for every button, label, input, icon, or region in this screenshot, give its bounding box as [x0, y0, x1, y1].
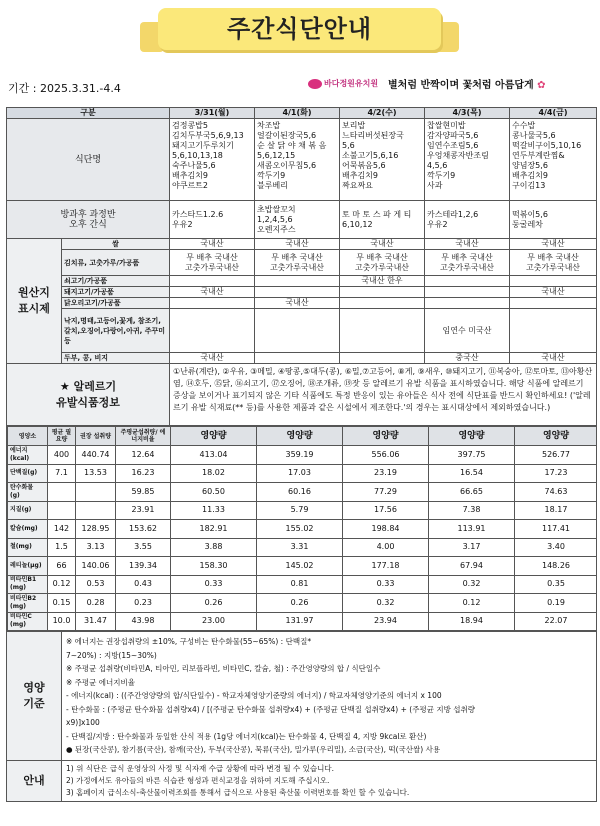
table-row: [8, 520, 597, 539]
nutrient-value: 23.00: [171, 612, 257, 631]
nutrient-value: 0.26: [257, 594, 343, 613]
origin-cell: [425, 239, 510, 250]
cell-line: 영양: [23, 680, 45, 694]
cell-line: 국내산: [370, 239, 394, 248]
nutrient-value: 17.56: [343, 501, 429, 520]
origin-cell: [425, 353, 510, 364]
cell-line: 무 배추 국내산: [271, 252, 323, 262]
nutrient-value: 0.32: [343, 594, 429, 613]
standard-text: [62, 632, 597, 761]
snack-cell: [340, 201, 425, 239]
nutrient-value: 59.85: [116, 483, 171, 502]
nutrient-value: 16.54: [429, 464, 515, 483]
origin-label: [7, 239, 62, 364]
origin-cell: [510, 309, 597, 353]
nutrient-value: 0.12: [48, 575, 76, 594]
nutrient-value: 77.29: [343, 483, 429, 502]
flower-icon: ✿: [537, 80, 546, 91]
standard-line: - 탄수화물 : (주평균 탄수화물 섭취량x4) / [(주평균 탄수화물 섭취량x4) + (주평균 단백질 섭취량x4) + (주평균 지방 섭취량: [66, 704, 475, 714]
cell-line: 5,6: [342, 141, 355, 150]
table-row: [7, 276, 597, 287]
nutrient-value: 0.81: [257, 575, 343, 594]
nutrient-value: 23.91: [116, 501, 171, 520]
cell-line: 우엉채콩자반조림: [427, 151, 489, 160]
standard-line: 7~20%) : 지방(15~30%): [66, 650, 157, 660]
origin-cell: [425, 276, 510, 287]
cell-line: 오렌지주스: [257, 224, 296, 234]
nutrient-value: 11.33: [171, 501, 257, 520]
cell-line: 우유2: [427, 219, 448, 229]
snack-cell: [510, 201, 597, 239]
cell-line: 연두부계란찜&: [512, 151, 565, 160]
cell-line: 표시제: [18, 302, 50, 315]
cell-line: 중국산: [455, 353, 479, 362]
origin-item: 쌀: [62, 239, 170, 250]
cell-line: 검정콩밥5: [172, 121, 209, 130]
notice-text: [62, 760, 597, 801]
nutrient-value: 4.00: [343, 538, 429, 557]
nutrient-name: 칼슘(mg): [8, 520, 48, 539]
nutrient-value: 0.19: [515, 594, 597, 613]
nutrient-value: 16.23: [116, 464, 171, 483]
nutrition-section: [7, 426, 597, 632]
origin-cell: [170, 353, 255, 364]
nutrient-value: 60.16: [257, 483, 343, 502]
snack-cell: [255, 201, 340, 239]
nutrient-value: 148.26: [515, 557, 597, 576]
menu-cell: [170, 119, 255, 201]
origin-cell: [340, 239, 425, 250]
cell-line: 새콤오이무침5,6: [257, 161, 317, 170]
nutrient-value: 198.84: [343, 520, 429, 539]
cell-line: 양념장5,6: [512, 161, 548, 170]
origin-cell: [510, 250, 597, 276]
nutrient-value: 158.30: [171, 557, 257, 576]
nutrient-value: 7.38: [429, 501, 515, 520]
nutrition-header: 권장 섭취량: [76, 427, 116, 446]
standard-line: ● 된장(국산콩), 참기름(국산), 참깨(국산), 두부(국산콩), 묵류(국산), 밀가루(우리밀), 소금(국산), 떡(국산쌀) 사용: [66, 745, 441, 754]
nutrient-value: 66.65: [429, 483, 515, 502]
nutrient-value: 60.50: [171, 483, 257, 502]
cell-line: 국내산: [200, 239, 224, 248]
table-row: [7, 201, 597, 239]
cell-line: 어묵볶음5,6: [342, 161, 386, 170]
origin-cell: [255, 353, 340, 364]
origin-item: 두부, 콩, 비지: [62, 353, 170, 364]
nutrient-value: 413.04: [171, 446, 257, 465]
nutrient-value: 113.91: [429, 520, 515, 539]
cell-line: 차조밥: [257, 121, 281, 130]
cell-line: 무 배추 국내산: [186, 252, 238, 262]
nutrient-value: 131.97: [257, 612, 343, 631]
cell-line: 국내산: [285, 239, 309, 248]
origin-cell: [170, 239, 255, 250]
day-header: 4/3(목): [425, 108, 510, 119]
origin-cell: [170, 287, 255, 298]
nutrient-name: 단백질(g): [8, 464, 48, 483]
standard-line: - 단백질/지방 : 탄수화물과 동일한 산식 적용 (1g당 에너지(kcal)는 탄수화물 4, 단백질 4, 지방 9kcal로 환산): [66, 731, 427, 741]
day-header: 4/2(수): [340, 108, 425, 119]
table-row: [7, 108, 597, 119]
cell-line: 떡갈비구이5,10,16: [512, 141, 582, 150]
table-row: [7, 426, 597, 632]
cell-line: 무 배추 국내산: [356, 252, 408, 262]
kindergarten-logo: [308, 78, 378, 89]
nutrient-value: 526.77: [515, 446, 597, 465]
menu-label: 식단명: [7, 119, 170, 201]
nutrient-value: 397.75: [429, 446, 515, 465]
standard-line: ※ 주평균 섭취량(비타민A, 티아민, 리보플라빈, 비타민C, 칼슘, 철) : 주간영양량의 합 / 식단일수: [66, 664, 381, 673]
cell-line: 토 마 토 스 파 게 티: [342, 209, 412, 219]
period-text: 기간 : 2025.3.31.-4.4: [8, 82, 121, 95]
cell-line: 국내산 한우: [361, 276, 403, 285]
origin-item: 돼지고기/가공품: [62, 287, 170, 298]
nutrient-value: [48, 501, 76, 520]
cell-line: 둥굴레차: [512, 219, 543, 229]
table-row: [8, 446, 597, 465]
origin-cell: [255, 276, 340, 287]
nutrient-value: 1.5: [48, 538, 76, 557]
cell-line: 짜요짜요: [342, 181, 373, 190]
nutrient-value: 3.55: [116, 538, 171, 557]
cell-line: 국내산: [200, 287, 224, 296]
title-banner: [0, 0, 600, 72]
table-row: [7, 287, 597, 298]
table-row: [7, 298, 597, 309]
nutrient-value: 18.17: [515, 501, 597, 520]
page-title: 주간식단안내: [226, 15, 373, 43]
nutrient-value: 23.94: [343, 612, 429, 631]
nutrient-value: 3.40: [515, 538, 597, 557]
origin-cell: [510, 353, 597, 364]
cell-line: 임연수조림5,6: [427, 141, 479, 150]
table-row: [7, 364, 597, 426]
nutrient-name: 에너지 (kcal): [8, 446, 48, 465]
origin-item: 낙지,명태,고등어,꽃게, 참조기,갈치,오징어,다랑어,아귀, 주꾸미 등: [62, 309, 170, 353]
nutrient-value: [76, 483, 116, 502]
menu-cell: [340, 119, 425, 201]
cell-line: 고춧가루국내산: [354, 262, 410, 272]
day-header: 4/1(화): [255, 108, 340, 119]
table-row: [7, 250, 597, 276]
nutrient-value: 0.28: [76, 594, 116, 613]
origin-cell: [425, 250, 510, 276]
origin-cell: [340, 250, 425, 276]
nutrient-value: 0.53: [76, 575, 116, 594]
cell-line: 보리밥: [342, 121, 366, 130]
nutrient-value: 0.15: [48, 594, 76, 613]
cell-line: 5,6,12,15: [257, 151, 296, 160]
cell-line: 깍두기9: [427, 171, 456, 180]
cell-line: 고춧가루국내산: [269, 262, 325, 272]
nutrient-value: 3.13: [76, 538, 116, 557]
origin-cell: [340, 298, 425, 309]
origin-cell: [510, 239, 597, 250]
nutrient-value: 177.18: [343, 557, 429, 576]
nutrient-value: 13.53: [76, 464, 116, 483]
cell-line: 유발식품정보: [56, 395, 120, 409]
origin-cell: [340, 276, 425, 287]
cell-line: 우유2: [172, 219, 193, 229]
origin-cell: [510, 276, 597, 287]
nutrition-header: 평균 필요량: [48, 427, 76, 446]
snack-cell: [425, 201, 510, 239]
cell-line: 얼갈이된장국5,6: [257, 131, 317, 140]
table-row: [8, 464, 597, 483]
nutrition-header: 영양량: [343, 427, 429, 446]
nutrient-value: 10.0: [48, 612, 76, 631]
nutrient-value: 556.06: [343, 446, 429, 465]
table-row: [7, 632, 597, 761]
nutrient-value: 145.02: [257, 557, 343, 576]
nutrient-value: 3.88: [171, 538, 257, 557]
nutrient-name: 탄수화물 (g): [8, 483, 48, 502]
menu-table: [6, 107, 597, 802]
origin-cell: [170, 276, 255, 287]
cell-line: 김치두부국5,6,9,13: [172, 131, 244, 140]
origin-item: 김치류, 고춧가루/가공품: [62, 250, 170, 276]
nutrient-value: 128.95: [76, 520, 116, 539]
origin-cell: [255, 309, 340, 353]
nutrient-value: 23.19: [343, 464, 429, 483]
cell-line: 방과후 과정반: [60, 209, 116, 220]
cell-line: 고춧가루국내산: [184, 262, 240, 272]
cell-line: 국내산: [541, 287, 565, 296]
nutrient-value: 140.06: [76, 557, 116, 576]
cell-line: 1,2,4,5,6: [257, 214, 293, 224]
nutrition-header: 영양량: [171, 427, 257, 446]
table-row: [8, 575, 597, 594]
cell-line: ★ 알레르기: [59, 379, 117, 393]
nutrient-value: 0.33: [171, 575, 257, 594]
cell-line: 깍두기9: [257, 171, 286, 180]
menu-cell: [425, 119, 510, 201]
origin-cell: [255, 250, 340, 276]
cell-line: 카스타드1.2.6: [172, 209, 224, 219]
nutrient-value: 67.94: [429, 557, 515, 576]
nutrient-name: 비타민B1 (mg): [8, 575, 48, 594]
nutrient-value: 31.47: [76, 612, 116, 631]
cell-line: 숙주나물5,6: [172, 161, 216, 170]
standard-label: [7, 632, 62, 761]
nutrient-value: [76, 501, 116, 520]
cell-line: 구이김13: [512, 181, 546, 190]
cell-line: 국내산: [455, 239, 479, 248]
nutrient-value: 5.79: [257, 501, 343, 520]
nutrient-value: 0.26: [171, 594, 257, 613]
nutrition-header: 주평균섭취량/ 에너지비율: [116, 427, 171, 446]
cell-line: 4,5,6: [427, 161, 448, 170]
cell-line: 블루베리: [257, 181, 288, 190]
nutrient-value: 359.19: [257, 446, 343, 465]
nutrient-value: 153.62: [116, 520, 171, 539]
nutrient-value: 12.64: [116, 446, 171, 465]
nutrient-value: 0.23: [116, 594, 171, 613]
origin-cell: [255, 298, 340, 309]
origin-cell: [340, 287, 425, 298]
nutrient-value: 17.03: [257, 464, 343, 483]
cell-line: 국내산: [541, 239, 565, 248]
cell-line: 국내산: [200, 353, 224, 362]
nutrient-value: 440.74: [76, 446, 116, 465]
origin-cell: [510, 298, 597, 309]
table-row: [7, 119, 597, 201]
standard-line: x9)]x100: [66, 718, 100, 727]
origin-cell: [170, 250, 255, 276]
slogan: [388, 76, 546, 91]
nutrient-value: 17.23: [515, 464, 597, 483]
origin-cell: [340, 353, 425, 364]
nutrient-value: 155.02: [257, 520, 343, 539]
cell-line: 배추김치9: [342, 171, 379, 180]
logo-icon: [308, 79, 322, 89]
cell-line: 국내산: [285, 298, 309, 307]
nutrient-value: 3.17: [429, 538, 515, 557]
nutrient-value: 7.1: [48, 464, 76, 483]
table-row: [8, 594, 597, 613]
snack-cell: [170, 201, 255, 239]
nutrient-value: 0.12: [429, 594, 515, 613]
nutrition-header: 영양량: [515, 427, 597, 446]
table-row: [7, 353, 597, 364]
table-row: [8, 483, 597, 502]
standard-line: ※ 주평균 에너지비율: [66, 677, 136, 687]
nutrient-value: 117.41: [515, 520, 597, 539]
cell-line: 찹쌀현미밥: [427, 121, 466, 130]
table-row: [7, 239, 597, 250]
menu-cell: [510, 119, 597, 201]
cell-line: 5,6,10,13,18: [172, 151, 223, 160]
allergy-text: ①난류(계란), ②우유, ③메밀, ④땅콩,⑤대두(콩), ⑥밀,⑦고등어, ⑧게, ⑨새우, ⑩돼지고기, ⑪복숭아, ⑫토마토, ⑬아황산염, ⑭호두, ⑮닭, ⑯쇠고기, ⑰오징어, ⑱조개류, ⑲잣 등 알레르기 유발 식품을 표시하였습니다. 해당 식품에 알레르기 증상을 보이거나 표기되지 않은 기타 식품에도 특정 반응이 있는 유아들은 식사 전에 식단표를 반드시 확인하세요! ('알레르기 유발 식재료(** 등)를 사용한 제품과 같은 시설에서 제조한다.'의 경우는 표시대상에서 제외하였습니다.): [170, 364, 597, 426]
origin-cell: [425, 287, 510, 298]
nutrient-value: 66: [48, 557, 76, 576]
cell-line: 콩나물국5,6: [512, 131, 556, 140]
snack-label: [7, 201, 170, 239]
origin-cell: [170, 309, 255, 353]
cell-line: 오후 간식: [69, 219, 107, 230]
cell-line: 배추김치9: [512, 171, 549, 180]
nutrition-header: 영양량: [257, 427, 343, 446]
cell-line: 배추김치9: [172, 171, 209, 180]
nutrient-value: 139.34: [116, 557, 171, 576]
origin-item: 닭오리고기/가공품: [62, 298, 170, 309]
standard-line: - 에너지(kcal) : ((주간영양량의 합/식단일수) - 학교자체영양기준량의 에너지) / 학교자체영양기준의 에너지 x 100: [66, 691, 442, 700]
slogan-text: 별처럼 반짝이며 꽃처럼 아름답게: [388, 80, 534, 91]
notice-line: 1) 위 식단은 급식 운영상의 사정 및 식자재 수급 상황에 따라 변경 될 수 있습니다.: [66, 763, 335, 773]
cell-line: 기준: [23, 696, 45, 710]
table-row: [7, 760, 597, 801]
nutrient-value: 22.07: [515, 612, 597, 631]
nutrient-value: 0.32: [429, 575, 515, 594]
origin-item: 쇠고기/가공품: [62, 276, 170, 287]
nutrient-value: 142: [48, 520, 76, 539]
cell-line: 감자양파국5,6: [427, 131, 479, 140]
nutrient-value: 0.33: [343, 575, 429, 594]
standard-line: ※ 에너지는 권장섭취량의 ±10%, 구성비는 탄수화물(55~65%) : 단백질*: [66, 637, 312, 646]
origin-cell: [255, 287, 340, 298]
nutrient-value: 74.63: [515, 483, 597, 502]
cell-line: 떡볶이5,6: [512, 209, 548, 219]
nutrient-value: 182.91: [171, 520, 257, 539]
table-row: [8, 557, 597, 576]
nutrition-header: 영양소: [8, 427, 48, 446]
cell-line: 고춧가루국내산: [439, 262, 495, 272]
table-row: [7, 309, 597, 353]
table-row: [8, 538, 597, 557]
nutrient-name: 지질(g): [8, 501, 48, 520]
cell-line: 원산지: [18, 286, 50, 299]
table-row: [8, 501, 597, 520]
origin-cell: [255, 239, 340, 250]
origin-cell: [425, 298, 510, 309]
cell-line: 고춧가루국내산: [525, 262, 581, 272]
day-header: 3/31(월): [170, 108, 255, 119]
nutrient-value: [48, 483, 76, 502]
nutrient-value: 400: [48, 446, 76, 465]
cell-line: 수수밥: [512, 121, 536, 130]
logo-text: 바다정원유치원: [324, 79, 379, 88]
table-row: [8, 612, 597, 631]
notice-line: 3) 홈페이지 급식소식-축산물이력조회를 통해서 급식으로 사용된 축산물 이력번호를 확인 할 수 있습니다.: [66, 787, 410, 797]
cell-line: 사과: [427, 181, 443, 190]
nutrient-value: 3.31: [257, 538, 343, 557]
cell-line: 초밥쌀꼬치: [257, 204, 296, 214]
nutrient-name: 철(mg): [8, 538, 48, 557]
nutrient-value: 43.98: [116, 612, 171, 631]
nutrient-value: 0.43: [116, 575, 171, 594]
nutrient-name: 비타민B2 (mg): [8, 594, 48, 613]
menu-cell: [255, 119, 340, 201]
origin-cell: [510, 287, 597, 298]
nutrition-header: 영양량: [429, 427, 515, 446]
title-ribbon: [158, 8, 441, 50]
cell-line: 느타리버섯된장국: [342, 131, 404, 140]
cell-line: 6,10,12: [342, 219, 373, 229]
cell-line: 임연수 미국산: [442, 325, 492, 335]
cell-line: 국내산: [541, 353, 565, 362]
origin-cell: [425, 309, 510, 353]
table-row: [8, 427, 597, 446]
cell-line: 무 배추 국내산: [441, 252, 493, 262]
nutrient-name: 레티놀(μg): [8, 557, 48, 576]
cell-line: 야쿠르트2: [172, 181, 209, 190]
header-label: 구분: [7, 108, 170, 119]
nutrient-value: 18.02: [171, 464, 257, 483]
cell-line: 순 살 닭 야 채 볶 음: [257, 141, 327, 150]
notice-line: 2) 가정에서도 유아들의 바른 식습관 형성과 편식교정을 위하여 지도해 주십시오.: [66, 775, 330, 785]
nutrient-value: 18.94: [429, 612, 515, 631]
cell-line: 카스테라1,2,6: [427, 209, 479, 219]
cell-line: 소불고기5,6,16: [342, 151, 399, 160]
cell-line: 무 배추 국내산: [527, 252, 579, 262]
nutrition-table: [7, 426, 597, 631]
origin-cell: [340, 309, 425, 353]
notice-label: 안내: [7, 760, 62, 801]
day-header: 4/4(금): [510, 108, 597, 119]
nutrient-name: 비타민C (mg): [8, 612, 48, 631]
origin-cell: [170, 298, 255, 309]
cell-line: 돼지고기두루치기: [172, 141, 234, 150]
allergy-label: [7, 364, 170, 426]
nutrient-value: 0.35: [515, 575, 597, 594]
